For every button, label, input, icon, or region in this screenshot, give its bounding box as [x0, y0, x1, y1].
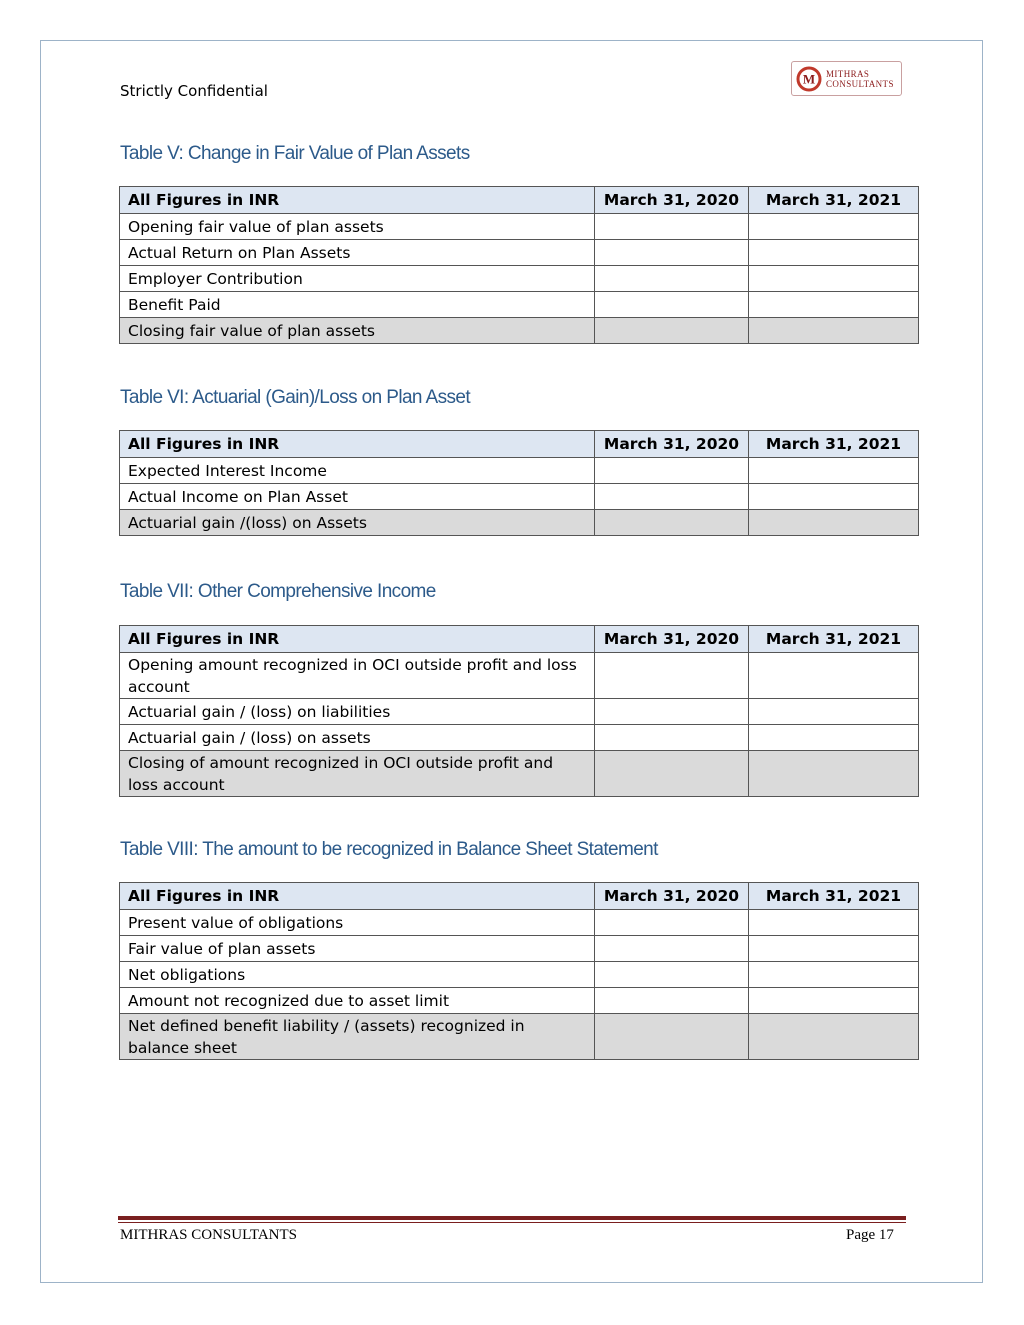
logo-line-1: MITHRAS [826, 68, 870, 79]
table-row [120, 988, 919, 1014]
value-cell [595, 699, 749, 725]
row-label: Actuarial gain /(loss) on Assets [120, 510, 595, 536]
value-cell [595, 458, 749, 484]
value-cell [595, 240, 749, 266]
value-cell [749, 484, 919, 510]
table-row [120, 653, 919, 699]
footer-divider-thin [118, 1222, 906, 1223]
header-cell: March 31, 2021 [749, 883, 919, 910]
logo-text [826, 69, 894, 89]
row-label: Actuarial gain / (loss) on liabilities [120, 699, 595, 725]
table-header-row [120, 431, 919, 458]
logo-line-2: CONSULTANTS [826, 78, 894, 89]
table-row [120, 292, 919, 318]
row-label: Actual Income on Plan Asset [120, 484, 595, 510]
table-row [120, 962, 919, 988]
value-cell [595, 910, 749, 936]
table-row [120, 910, 919, 936]
value-cell [595, 725, 749, 751]
value-cell [749, 725, 919, 751]
row-label: Actuarial gain / (loss) on assets [120, 725, 595, 751]
table-row [120, 725, 919, 751]
table-total-row [120, 751, 919, 797]
header-cell: March 31, 2020 [595, 883, 749, 910]
value-cell [749, 751, 919, 797]
row-label: Benefit Paid [120, 292, 595, 318]
svg-text:M: M [802, 71, 816, 86]
header-cell: March 31, 2021 [749, 431, 919, 458]
table-header-row [120, 626, 919, 653]
value-cell [749, 510, 919, 536]
value-cell [595, 292, 749, 318]
header-cell: March 31, 2020 [595, 187, 749, 214]
row-label: Expected Interest Income [120, 458, 595, 484]
header-cell: March 31, 2020 [595, 626, 749, 653]
row-label: Net defined benefit liability / (assets) recognized in balance sheet [120, 1014, 595, 1060]
value-cell [749, 292, 919, 318]
value-cell [595, 484, 749, 510]
row-label: Employer Contribution [120, 266, 595, 292]
table-row [120, 458, 919, 484]
value-cell [595, 751, 749, 797]
value-cell [749, 214, 919, 240]
section-title: Table V: Change in Fair Value of Plan Assets [120, 143, 470, 164]
value-cell [595, 266, 749, 292]
table-row [120, 214, 919, 240]
row-label: Closing of amount recognized in OCI outside profit and loss account [120, 751, 595, 797]
value-cell [749, 936, 919, 962]
value-cell [749, 653, 919, 699]
table-balance-sheet [119, 882, 919, 1060]
value-cell [749, 318, 919, 344]
row-label: Fair value of plan assets [120, 936, 595, 962]
footer-company: MITHRAS CONSULTANTS [120, 1227, 298, 1243]
value-cell [595, 318, 749, 344]
header-cell: All Figures in INR [120, 187, 595, 214]
table-other-comprehensive-income [119, 625, 919, 797]
table-total-row [120, 510, 919, 536]
footer-divider [118, 1216, 906, 1220]
section-title: Table VII: Other Comprehensive Income [120, 581, 436, 602]
header-cell: March 31, 2021 [749, 626, 919, 653]
value-cell [595, 988, 749, 1014]
value-cell [595, 962, 749, 988]
header-cell: All Figures in INR [120, 883, 595, 910]
header-cell: All Figures in INR [120, 626, 595, 653]
table-row [120, 699, 919, 725]
row-label: Opening amount recognized in OCI outside profit and loss account [120, 653, 595, 699]
table-header-row [120, 187, 919, 214]
value-cell [595, 510, 749, 536]
value-cell [595, 214, 749, 240]
value-cell [749, 240, 919, 266]
value-cell [749, 458, 919, 484]
row-label: Actual Return on Plan Assets [120, 240, 595, 266]
row-label: Present value of obligations [120, 910, 595, 936]
value-cell [749, 266, 919, 292]
row-label: Amount not recognized due to asset limit [120, 988, 595, 1014]
value-cell [595, 653, 749, 699]
confidential-label: Strictly Confidential [120, 82, 268, 100]
row-label: Net obligations [120, 962, 595, 988]
table-row [120, 484, 919, 510]
table-change-fair-value [119, 186, 919, 344]
table-total-row [120, 318, 919, 344]
table-row [120, 240, 919, 266]
value-cell [749, 962, 919, 988]
header-cell: March 31, 2021 [749, 187, 919, 214]
header-cell: March 31, 2020 [595, 431, 749, 458]
row-label: Opening fair value of plan assets [120, 214, 595, 240]
row-label: Closing fair value of plan assets [120, 318, 595, 344]
table-row [120, 266, 919, 292]
table-header-row [120, 883, 919, 910]
value-cell [749, 910, 919, 936]
mithras-logo-icon [796, 66, 822, 92]
value-cell [595, 936, 749, 962]
table-actuarial-gain-loss [119, 430, 919, 536]
value-cell [749, 988, 919, 1014]
page-number: Page 17 [846, 1227, 894, 1243]
value-cell [595, 1014, 749, 1060]
table-total-row [120, 1014, 919, 1060]
value-cell [749, 1014, 919, 1060]
section-title: Table VI: Actuarial (Gain)/Loss on Plan Asset [120, 387, 471, 408]
company-logo [791, 61, 902, 96]
header-cell: All Figures in INR [120, 431, 595, 458]
table-row [120, 936, 919, 962]
value-cell [749, 699, 919, 725]
section-title: Table VIII: The amount to be recognized in Balance Sheet Statement [120, 839, 658, 860]
